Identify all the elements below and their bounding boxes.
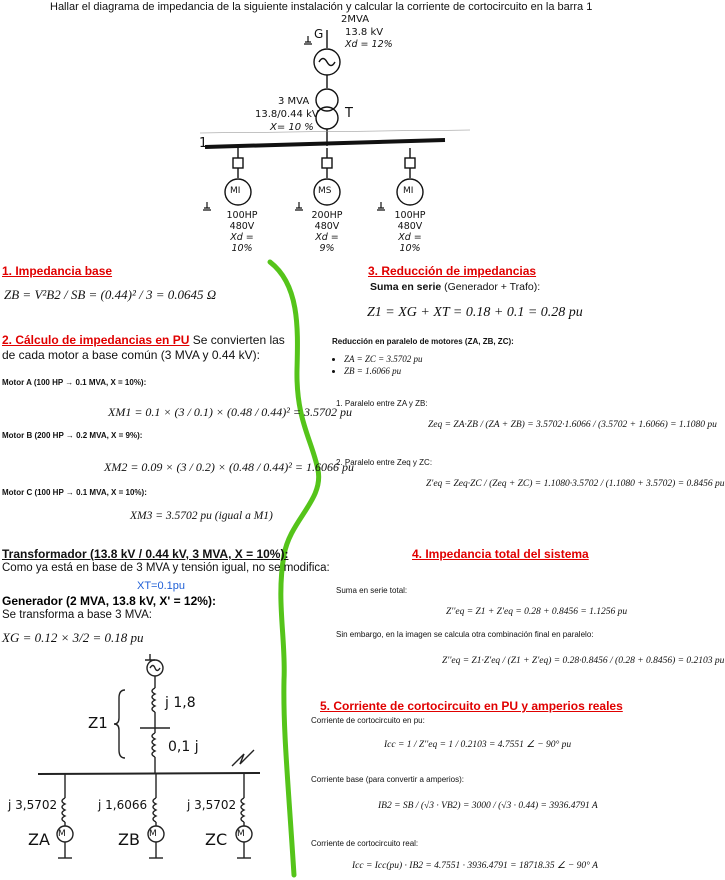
generator-letter: G xyxy=(314,27,324,41)
generator-voltage: 13.8 kV xyxy=(345,27,384,38)
section3-heading: 3. Reducción de impedancias xyxy=(368,264,537,278)
sketch-trafo-coil xyxy=(152,733,155,757)
motor-b-eq: XM2 = 0.09 × (3 / 0.2) × (0.48 / 0.44)² = 1.6066 pu xyxy=(104,460,354,474)
note-text: Sin embargo, en la imagen se calcula otra combinación final en paralelo: xyxy=(336,630,594,639)
icc-eq: Icc = 1 / Z''eq = 1 / 0.2103 = 4.7551 ∠ − 90° pu xyxy=(384,740,572,750)
sketch-z1: Z1 xyxy=(88,714,108,732)
parallel-total-eq: Z''eq = Z1·Z'eq / (Z1 + Z'eq) = 0.28·0.8456 / (0.28 + 0.8456) = 0.2103 pu xyxy=(442,656,725,666)
sketch-j01: 0,1 j xyxy=(168,739,199,755)
sketch-jc: j 3,5702 xyxy=(187,798,237,812)
sketch-m-c: M xyxy=(237,829,245,839)
motor-a-label: Motor A (100 HP → 0.1 MVA, X = 10%): xyxy=(2,378,147,387)
parallel-title: Reducción en paralelo de motores (ZA, ZB, ZC): xyxy=(332,337,514,346)
transformer-reactance: X= 10 % xyxy=(270,122,314,133)
ib-label: Corriente base (para convertir a amperios): xyxy=(311,775,464,784)
transformer-rating: 3 MVA xyxy=(278,96,310,107)
generator-rating: 2MVA xyxy=(341,14,370,25)
generator-reactance: Xd = 12% xyxy=(345,39,393,50)
section5-heading: 5. Corriente de cortocircuito en PU y amperios reales xyxy=(320,699,623,713)
z1-eq: Z1 = XG + XT = 0.18 + 0.1 = 0.28 pu xyxy=(367,305,583,320)
motor-a-letter: MI xyxy=(230,186,241,196)
sketch-m-b: M xyxy=(149,829,157,839)
real-eq: Icc = Icc(pu) · IB2 = 4.7551 · 3936.4791 = 18718.35 ∠ − 90° A xyxy=(352,861,598,871)
parallel-bullets: • ZA = ZC = 3.5702 pu • ZB = 1.6066 pu xyxy=(332,352,423,378)
generator-eq: XG = 0.12 × 3/2 = 0.18 pu xyxy=(2,630,144,645)
motor-c-label: Motor C (100 HP → 0.1 MVA, X = 10%): xyxy=(2,488,147,497)
generator-heading: Generador (2 MVA, 13.8 kV, X' = 12%): xyxy=(2,594,216,608)
sketch-m-a: M xyxy=(58,829,66,839)
sketch-gen-coil xyxy=(152,688,155,712)
transformer-voltage: 13.8/0.44 kV xyxy=(255,109,319,120)
motor-b-label: Motor B (200 HP → 0.2 MVA, X = 9%): xyxy=(2,431,143,440)
sketch-za: ZA xyxy=(28,830,50,849)
trafo-text: Como ya está en base de 3 MVA y tensión igual, no se modifica: xyxy=(2,562,330,574)
zeq1-eq: Zeq = ZA·ZB / (ZA + ZB) = 3.5702·1.6066 / (3.5702 + 1.6066) = 1.1080 pu xyxy=(428,420,717,430)
section2-heading: 2. Cálculo de impedancias en PU xyxy=(2,333,190,347)
series-sum-label: Suma en serie (Generador + Trafo): xyxy=(370,281,541,293)
motor-a-ratings: 100HP 480V Xd = 10% xyxy=(226,210,258,254)
step2-label: 2. Paralelo entre Zeq y ZC: xyxy=(336,458,433,467)
motor-c-eq: XM3 = 3.5702 pu (igual a M1) xyxy=(130,510,273,522)
motor-c-ratings: 100HP 480V Xd = 10% xyxy=(394,210,426,254)
section2-intro: 2. Cálculo de impedancias en PU Se convierten las xyxy=(2,333,285,347)
sketch-j18: j 1,8 xyxy=(165,695,196,711)
step1-label: 1. Paralelo entre ZA y ZB: xyxy=(336,399,428,408)
sketch-zc-coil xyxy=(241,798,244,822)
sketch-za-coil xyxy=(62,798,65,822)
zeq2-eq: Z'eq = Zeq·ZC / (Zeq + ZC) = 1.1080·3.5702 / (1.1080 + 3.5702) = 0.8456 pu xyxy=(426,479,725,489)
section2-intro-b: de cada motor a base común (3 MVA y 0.44 kV): xyxy=(2,348,260,362)
trafo-xt: XT=0.1pu xyxy=(137,580,186,592)
sketch-zb-coil xyxy=(153,798,156,822)
trafo-heading: Transformador (13.8 kV / 0.44 kV, 3 MVA, X = 10%): xyxy=(2,547,289,561)
motor-a-eq: XM1 = 0.1 × (3 / 0.1) × (0.48 / 0.44)² = 3.5702 pu xyxy=(108,405,352,419)
section4-heading: 4. Impedancia total del sistema xyxy=(412,547,589,561)
ib-eq: IB2 = SB / (√3 · VB2) = 3000 / (√3 · 0.44) = 3936.4791 A xyxy=(378,801,598,811)
base-impedance-eq: ZB = V²B2 / SB = (0.44)² / 3 = 0.0645 Ω xyxy=(4,287,217,302)
motor-b-letter: MS xyxy=(318,186,332,196)
sum-eq: Z''eq = Z1 + Z'eq = 0.28 + 0.8456 = 1.1256 pu xyxy=(446,607,628,617)
motor-b-ratings: 200HP 480V Xd = 9% xyxy=(311,210,343,254)
transformer-letter: T xyxy=(345,106,353,121)
sketch-zb: ZB xyxy=(118,830,140,849)
section1-heading: 1. Impedancia base xyxy=(2,264,113,278)
real-label: Corriente de cortocircuito real: xyxy=(311,839,419,848)
sketch-zc: ZC xyxy=(205,830,228,849)
sketch-ja: j 3,5702 xyxy=(8,798,58,812)
sum-label: Suma en serie total: xyxy=(336,586,408,595)
page-title: Hallar el diagrama de impedancia de la siguiente instalación y calcular la corriente de cortocircuito en la barra 1 xyxy=(50,1,593,13)
bus-label: 1 xyxy=(199,136,208,151)
sketch-bus xyxy=(38,773,260,774)
icc-label: Corriente de cortocircuito en pu: xyxy=(311,716,425,725)
motor-c-letter: MI xyxy=(403,186,414,196)
sketch-jb: j 1,6066 xyxy=(98,798,148,812)
generator-text: Se transforma a base 3 MVA: xyxy=(2,609,152,621)
